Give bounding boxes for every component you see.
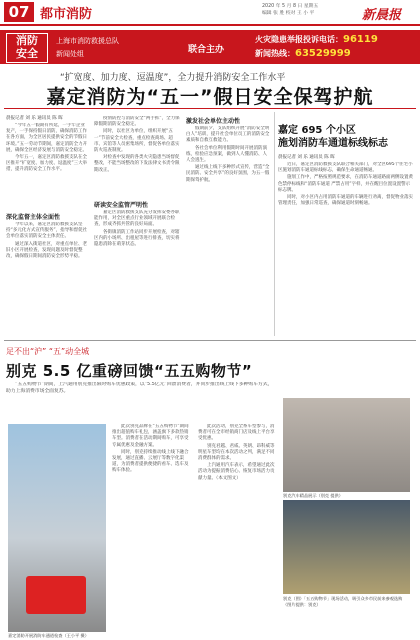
date-line: 2020 年 5 月 8 日 星期五 xyxy=(262,4,319,9)
main-subhead-3: 激发社会单位主动性 xyxy=(186,118,241,125)
caption-car: 别克汽车精品展示（别克 提供） xyxy=(283,493,343,498)
event-photo xyxy=(283,500,410,594)
caption-event: 别克（图）「五五购物节」现场活动，吸引众多市民前来参观选购（图片提供：别克） xyxy=(283,596,403,607)
main-subhead-2: 研读安全监管严明性 xyxy=(94,202,149,209)
main-column-2: 疫情防控与消防安全“两手抓”，全力保障假期消防安全稳定。 同时，以社区为单位，组织开展“五一”节前安全大检查，重点检查商场、超市、宾馆等人员密集场所，督促各单位落实防火巡查制度。 对检查中发现的各类火灾隐患当场督促整改，不能当场整改的下发法律文书责令限期改正。 xyxy=(94,116,180,173)
co-host-label: 联合主办 xyxy=(188,45,225,55)
column-stamp: 消防 安全 xyxy=(6,33,48,63)
divider xyxy=(4,108,416,109)
organizer-line2: 新闻处组 xyxy=(56,50,84,58)
second-kicker: 足不出“沪” “五”动全城 xyxy=(6,347,90,356)
column-banner xyxy=(0,30,420,64)
caption-truck: 嘉定消防开展消防车通道检查（王小平 摄） xyxy=(8,633,89,638)
main-subhead-1: 深化监督主体全面性 xyxy=(6,214,61,221)
car-photo xyxy=(283,398,410,492)
main-column-1b: 今年以来，嘉定区消防救援支队坚持“多元化方式宣传服务”，指导和督促社会单位落实消防安全主体责任。 通过深入街道社区，对重点单位、老旧小区开展检查，发现问题及时督促整改，确保假日期间消防安全形势平稳。 xyxy=(6,222,88,260)
right-column: 近日，嘉定区消防救援支队联合相关部门，对全区695个住宅小区施划消防车通道标线标志，确保生命通道畅通。 施划工作中，严格按照规范要求，在消防车通道路面两侧设置黄色禁停标线和“消防车通道 严禁占用”字样，并在醒目位置设置警示标志牌。 同时，对小区内占用消防车通道的车辆进行劝离，督促物业落实管理责任，加强日常巡查，确保通道时刻畅通。 xyxy=(278,162,413,207)
section-title: 都市消防 xyxy=(40,7,93,22)
page-header xyxy=(0,0,420,26)
newsline: 新闻热线：63529999 xyxy=(255,48,351,59)
hotline: 火灾隐患举报投诉电话：96119 xyxy=(255,34,378,45)
main-column-3: 假期前夕，支队组织开展“消防安全明白人”培训，提升社会单位员工的消防安全素质和自救互救能力。 各社会单位利用假期时间开展消防演练，检验应急预案，做到人人懂消防、人人会逃生。 通过线上线下多种形式宣传，营造“全民消防、安全共享”的良好氛围，为五一假期保驾护航。 xyxy=(186,126,270,183)
header-info xyxy=(262,3,318,17)
main-headline: 嘉定消防为“五一”假日安全保驾护航 xyxy=(46,86,374,108)
fire-truck-photo xyxy=(8,424,106,632)
section-divider xyxy=(4,340,416,341)
page-number: 07 xyxy=(4,2,34,22)
newspaper-logo: 新晨报 xyxy=(362,8,402,23)
second-column-1: 此次别克品牌在“五五购物节”期间推出超值购车礼包，涵盖旗下多款热销车型。消费者在活动期间购车，可享受专属优惠及金融方案。 同时，别克持续推动线上线下融合发展，通过直播、云展厅等数字化渠道，为消费者提供便捷的看车、选车及购车体验。 xyxy=(112,424,189,474)
right-byline: 晨报记者 刘 乐 通讯员 陈 晖 xyxy=(278,155,335,160)
second-headline: 别克 5.5 亿重磅回馈“五五购物节” xyxy=(6,362,253,380)
main-byline: 晨报记者 刘 乐 通讯员 陈 晖 xyxy=(6,116,63,121)
main-column-1: “今年五一假期有所延，一手牢企业复产，一手保持假日消防，确保消防工作在各方面，为全区居民提供安全的节假日环境。”五一劳动节期间，嘉定消防全力开展，确保全区经济发展与消防安全稳定。 今年五一，嘉定区消防救援支队在全区推开“扩宽度、加力度、逗温度”三大举措，提升消防安全工作水平。 xyxy=(6,123,88,173)
second-intro: “五五购物节”期间，上汽通用别克推出限时购车优惠政策，以“5.5亿元”回馈消费者，并同步推出线上线下多种购车方式，助力上海消费市场全面复苏。 xyxy=(6,382,273,394)
organizer-line1: 上海市消防救援总队 xyxy=(56,37,119,45)
main-kicker: “扩宽度、加力度、逗温度”，全力提升消防安全工作水平 xyxy=(60,73,286,83)
fire-truck-icon xyxy=(26,576,86,614)
column-divider xyxy=(274,112,275,336)
right-headline: 嘉定 695 个小区 施划消防车通道标线标志 xyxy=(278,125,388,149)
second-column-2: 此次活动，别克全系车型参与，消费者可在全市经销商门店及线上平台享受优惠。 别克君越、君威、英朗、昂科威等明星车型均在本次活动之列，满足不同消费群体的需求。 上汽通用汽车表示，希望通过此次活动为提振消费信心、恢复市场活力贡献力量。（本文图文） xyxy=(198,424,275,481)
main-column-2b: 嘉定区消防救援支队充分发挥安委办职能作用，对全区重点行业领域开展联合检查，形成齐抓共管的良好局面。 各街镇消防工作站同步开展检查，对辖区内的小场所、出租屋等进行排查，切实将隐患消除在萌芽状态。 xyxy=(94,210,180,248)
editor-line: 编辑 张 胜 校对 王 小 平 xyxy=(262,11,315,16)
